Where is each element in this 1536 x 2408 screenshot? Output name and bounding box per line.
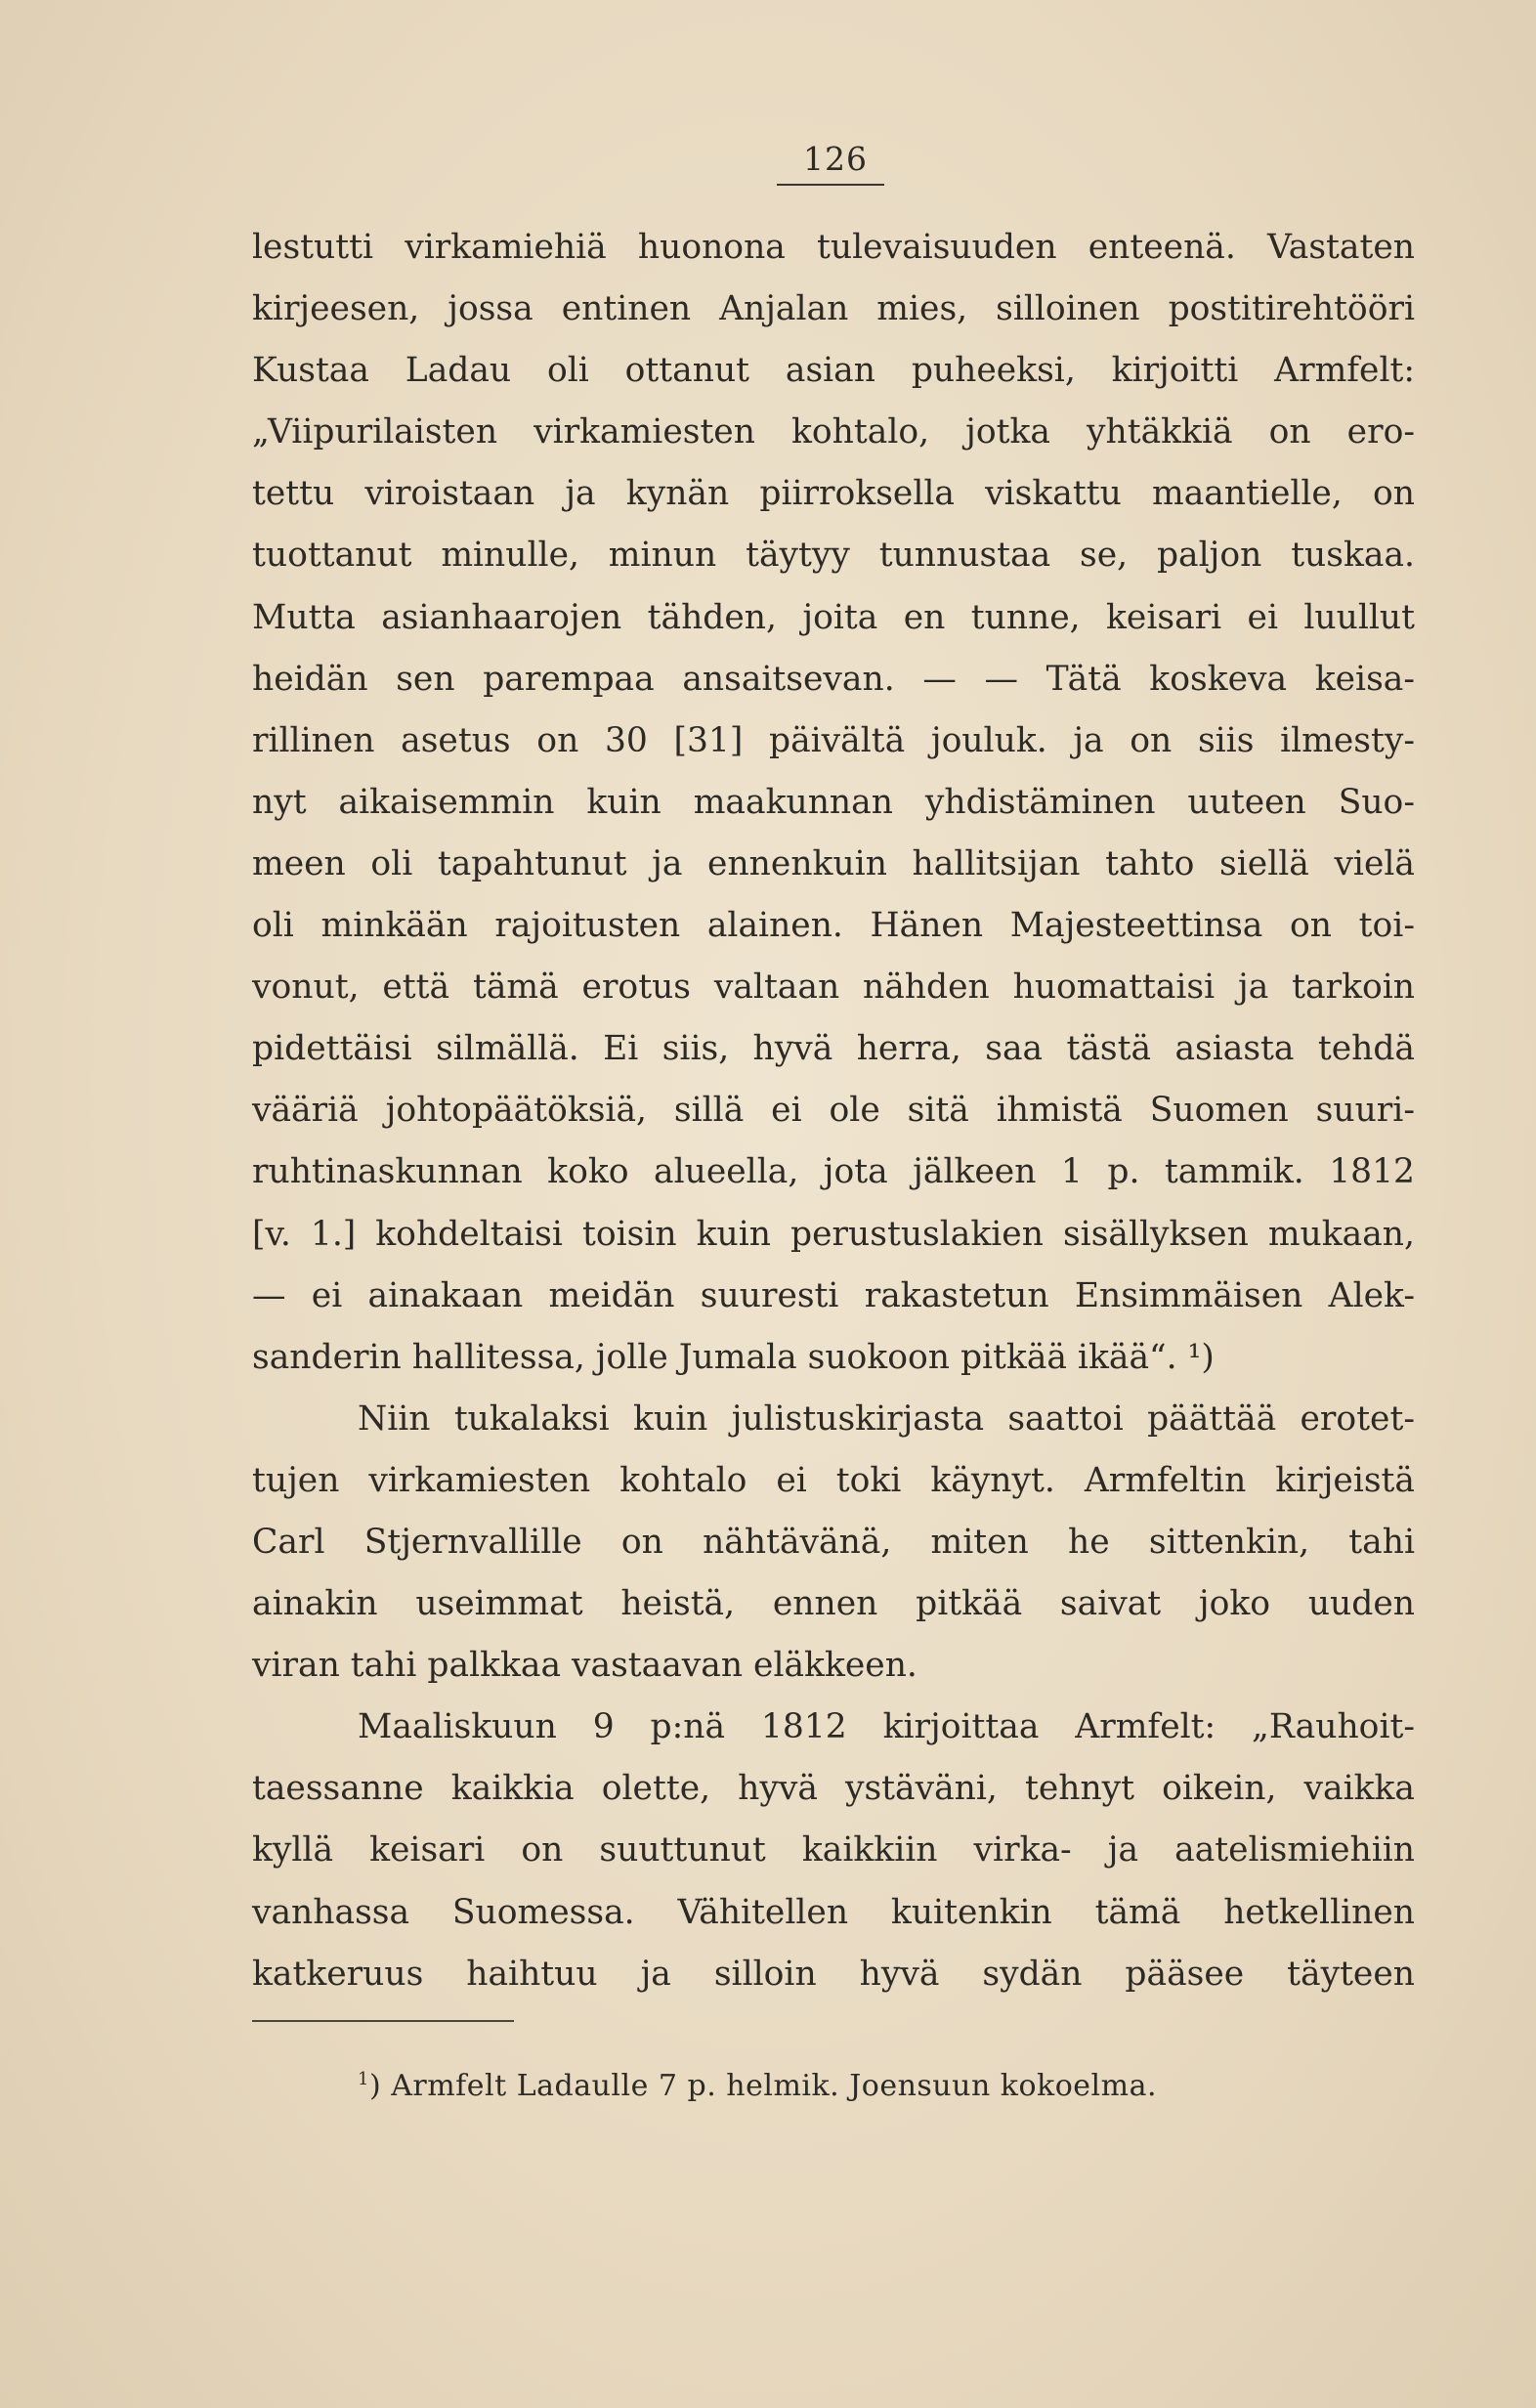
text-line: vonut, että tämä erotus valtaan nähden huomattaisi ja tarkoin — [252, 968, 1415, 1008]
text-line: Carl Stjernvallille on nähtävänä, miten he sittenkin, tahi — [252, 1522, 1415, 1562]
text-line: tettu viroistaan ja kynän piirroksella viskattu maantielle, on — [252, 474, 1415, 514]
page-number-rule — [777, 184, 884, 186]
text-line: — ei ainakaan meidän suuresti rakastetun Ensimmäisen Alek- — [252, 1275, 1415, 1315]
text-line: katkeruus haihtuu ja silloin hyvä sydän pääsee täyteen — [252, 1954, 1415, 1994]
footnote-text: ) Armfelt Ladaulle 7 p. helmik. Joensuun kokoelma. — [368, 2069, 1158, 2103]
text-line: Niin tukalaksi kuin julistuskirjasta saattoi päättää erotet- — [358, 1398, 1415, 1439]
text-line: tujen virkamiesten kohtalo ei toki käynyt. Armfeltin kirjeistä — [252, 1460, 1415, 1500]
page-number: 126 — [803, 140, 868, 178]
text-line: heidän sen parempaa ansaitsevan. — — Tätä koskeva keisa- — [252, 659, 1415, 699]
text-line: vanhassa Suomessa. Vähitellen kuitenkin tämä hetkellinen — [252, 1892, 1415, 1932]
text-line: [v. 1.] kohdeltaisi toisin kuin perustuslakien sisällyksen mukaan, — [252, 1214, 1415, 1254]
footnote — [358, 2069, 1157, 2103]
body-text — [252, 217, 1415, 2005]
footnote-marker: 1 — [358, 2069, 369, 2089]
text-line: nyt aikaisemmin kuin maakunnan yhdistäminen uuteen Suo- — [252, 782, 1415, 822]
text-line: tuottanut minulle, minun täytyy tunnustaa se, paljon tuskaa. — [252, 536, 1415, 576]
text-line: viran tahi palkkaa vastaavan eläkkeen. — [252, 1646, 917, 1686]
text-line: vääriä johtopäätöksiä, sillä ei ole sitä ihmistä Suomen suuri- — [252, 1091, 1415, 1131]
text-line: pidettäisi silmällä. Ei siis, hyvä herra, saa tästä asiasta tehdä — [252, 1029, 1415, 1069]
text-line: Mutta asianhaarojen tähden, joita en tunne, keisari ei luullut — [252, 597, 1415, 637]
text-line: sanderin hallitessa, jolle Jumala suokoon pitkää ikää“. ¹) — [252, 1337, 1215, 1377]
text-line: Maaliskuun 9 p:nä 1812 kirjoittaa Armfelt: „Rauhoit- — [358, 1707, 1415, 1747]
text-line: Kustaa Ladau oli ottanut asian puheeksi, kirjoitti Armfelt: — [252, 351, 1415, 391]
text-line: kirjeesen, jossa entinen Anjalan mies, silloinen postitirehtööri — [252, 289, 1415, 329]
text-line: ainakin useimmat heistä, ennen pitkää saivat joko uuden — [252, 1584, 1415, 1624]
footnote-rule — [252, 2020, 514, 2022]
text-line: lestutti virkamiehiä huonona tulevaisuuden enteenä. Vastaten — [252, 228, 1415, 267]
text-line: ruhtinaskunnan koko alueella, jota jälkeen 1 p. tammik. 1812 — [252, 1152, 1415, 1192]
text-line: kyllä keisari on suuttunut kaikkiin virka- ja aatelismiehiin — [252, 1830, 1415, 1870]
text-line: meen oli tapahtunut ja ennenkuin hallitsijan tahto siellä vielä — [252, 843, 1415, 883]
text-line: „Viipurilaisten virkamiesten kohtalo, jotka yhtäkkiä on ero- — [252, 412, 1415, 452]
text-line: rillinen asetus on 30 [31] päivältä jouluk. ja on siis ilmesty- — [252, 720, 1415, 760]
text-line: oli minkään rajoitusten alainen. Hänen Majesteettinsa on toi- — [252, 906, 1415, 946]
text-line: taessanne kaikkia olette, hyvä ystäväni, tehnyt oikein, vaikka — [252, 1769, 1415, 1809]
